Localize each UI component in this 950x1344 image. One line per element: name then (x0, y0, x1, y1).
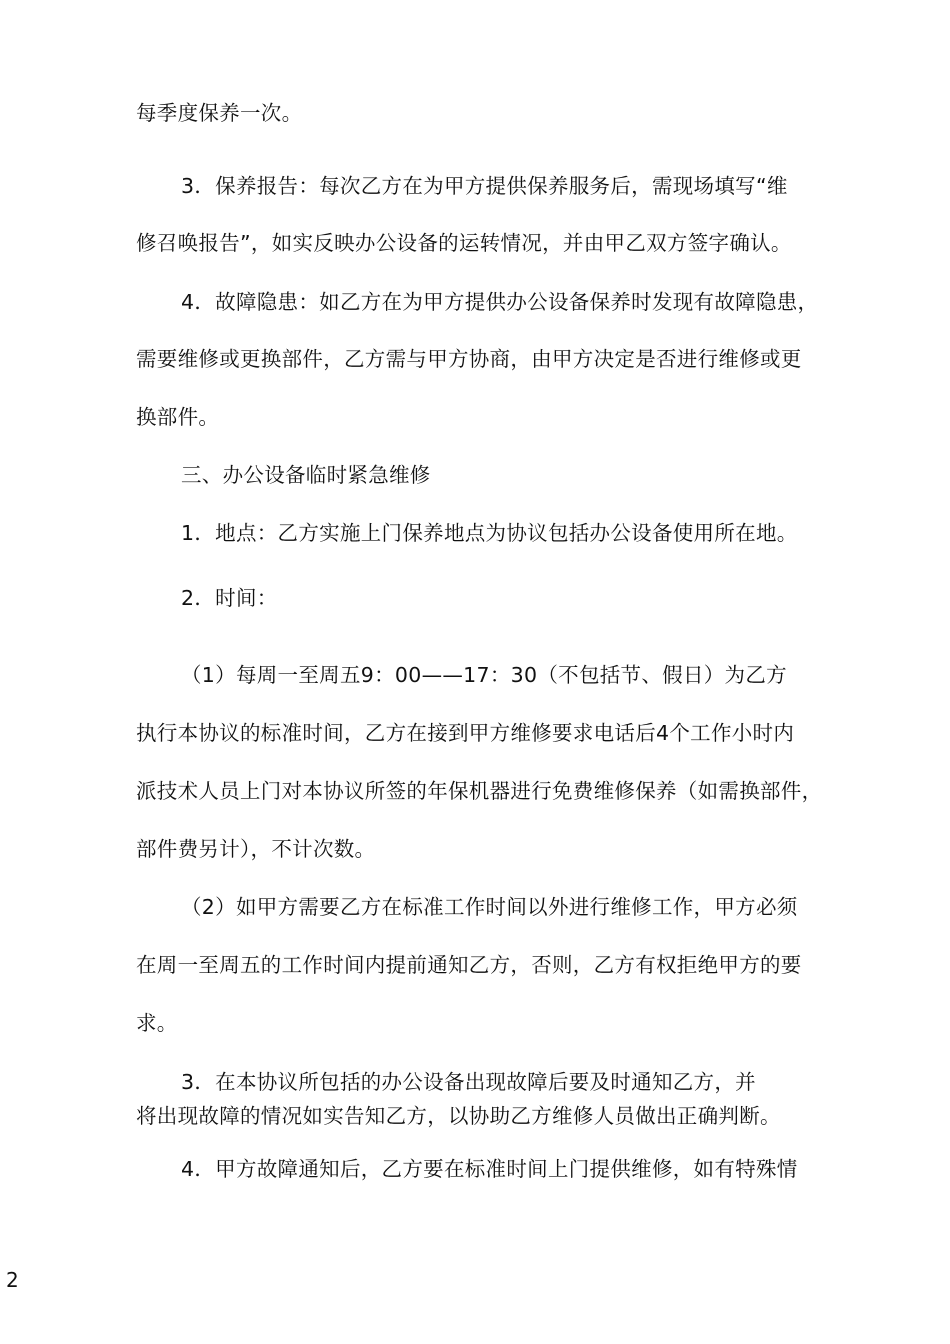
text-line: 3．保养报告：每次乙方在为甲方提供保养服务后，需现场填写“维 (181, 174, 788, 198)
text-line: 换部件。 (136, 405, 220, 429)
text-line: 派技术人员上门对本协议所签的年保机器进行免费维修保养（如需换部件， (136, 779, 823, 803)
text-line: 部件费另计），不计次数。 (136, 837, 376, 861)
text-line: （1）每周一至周五9：00——17：30（不包括节、假日）为乙方 (181, 663, 787, 687)
text-line: 每季度保养一次。 (136, 101, 303, 125)
text-line: 4．甲方故障通知后，乙方要在标准时间上门提供维修，如有特殊情 (181, 1157, 798, 1181)
text-line: （2）如甲方需要乙方在标准工作时间以外进行维修工作，甲方必须 (181, 895, 798, 919)
page-number: 2 (6, 1268, 19, 1292)
text-line: 3．在本协议所包括的办公设备出现故障后要及时通知乙方，并 (181, 1070, 756, 1094)
text-line: 将出现故障的情况如实告知乙方，以协助乙方维修人员做出正确判断。 (136, 1104, 781, 1128)
text-line: 求。 (136, 1011, 178, 1035)
text-line: 在周一至周五的工作时间内提前通知乙方，否则，乙方有权拒绝甲方的要 (136, 953, 802, 977)
section-heading: 三、办公设备临时紧急维修 (181, 463, 431, 487)
text-line: 修召唤报告”，如实反映办公设备的运转情况，并由甲乙双方签字确认。 (136, 231, 792, 255)
text-line: 4．故障隐患：如乙方在为甲方提供办公设备保养时发现有故障隐患， (181, 290, 819, 314)
text-line: 执行本协议的标准时间，乙方在接到甲方维修要求电话后4个工作小时内 (136, 721, 795, 745)
text-line: 需要维修或更换部件，乙方需与甲方协商，由甲方决定是否进行维修或更 (136, 347, 802, 371)
text-line: 1．地点：乙方实施上门保养地点为协议包括办公设备使用所在地。 (181, 521, 798, 545)
text-line: 2．时间： (181, 586, 278, 610)
